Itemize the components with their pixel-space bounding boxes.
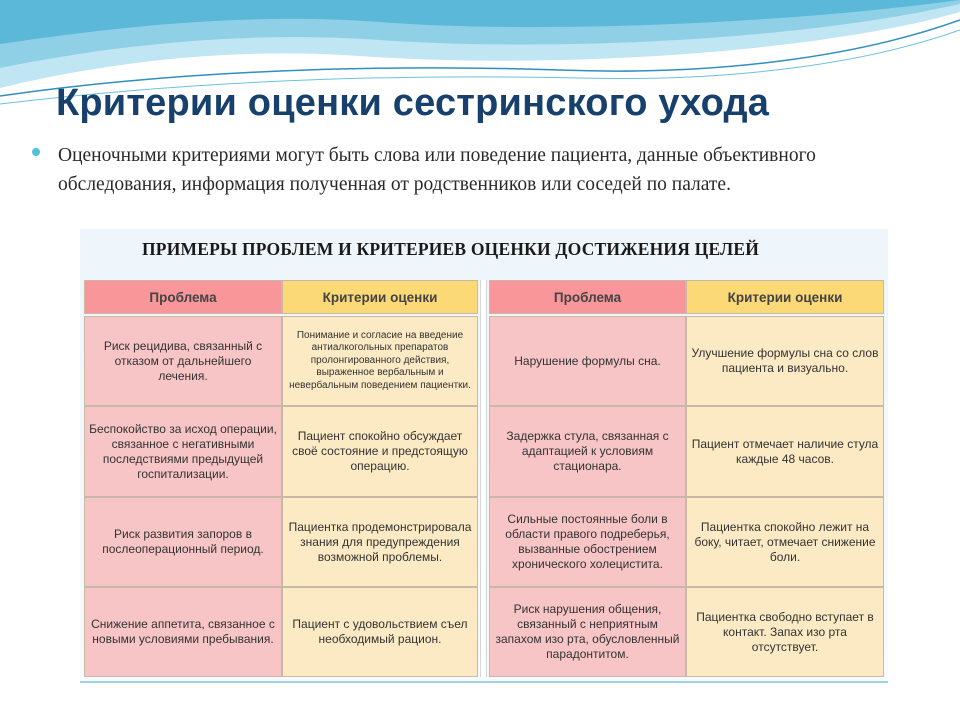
- bullet-icon: [32, 148, 40, 156]
- lead-paragraph: Оценочными критериями могут быть слова или поведение пациента, данные объективного обследования, информация полученная от родственников или соседей по палате.: [58, 145, 816, 195]
- right-row-3-problem: Сильные постоянные боли в области правого подреберья, вызванные обострением хронического холецистита.: [489, 497, 686, 587]
- left-row-4-problem: Снижение аппетита, связанное с новыми условиями пребывания.: [84, 587, 282, 677]
- right-row-4-criteria: Пациентка свободно вступает в контакт. Запах изо рта отсутствует.: [686, 587, 884, 677]
- left-row-3-criteria: Пациентка продемонстрировала знания для предупреждения возможной проблемы.: [282, 497, 478, 587]
- column-separator: [480, 280, 487, 677]
- left-row-1-criteria: Понимание и согласие на введение антиалкогольных препаратов пролонгированного действия, выраженное вербальным и невербальным поведением пациентки.: [282, 316, 478, 406]
- table-title: ПРИМЕРЫ ПРОБЛЕМ И КРИТЕРИЕВ ОЦЕНКИ ДОСТИЖЕНИЯ ЦЕЛЕЙ: [142, 239, 760, 259]
- left-row-2-problem: Беспокойство за исход операции, связанное с негативными последствиями предыдущей госпитализации.: [84, 406, 282, 497]
- slide-title: Критерии оценки сестринского ухода: [56, 82, 770, 124]
- right-header-problem: Проблема: [489, 280, 686, 314]
- left-header-problem: Проблема: [84, 280, 282, 314]
- criteria-table: [80, 229, 888, 683]
- right-row-3-criteria: Пациентка спокойно лежит на боку, читает, отмечает снижение боли.: [686, 497, 884, 587]
- left-row-4-criteria: Пациент с удовольствием съел необходимый рацион.: [282, 587, 478, 677]
- right-row-2-problem: Задержка стула, связанная с адаптацией к условиям стационара.: [489, 406, 686, 497]
- left-header-criteria: Критерии оценки: [282, 280, 478, 314]
- right-header-criteria: Критерии оценки: [686, 280, 884, 314]
- left-row-2-criteria: Пациент спокойно обсуждает своё состояние и предстоящую операцию.: [282, 406, 478, 497]
- right-row-1-criteria: Улучшение формулы сна со слов пациента и визуально.: [686, 316, 884, 406]
- left-row-3-problem: Риск развития запоров в послеоперационный период.: [84, 497, 282, 587]
- right-row-1-problem: Нарушение формулы сна.: [489, 316, 686, 406]
- right-row-2-criteria: Пациент отмечает наличие стула каждые 48 часов.: [686, 406, 884, 497]
- right-row-4-problem: Риск нарушения общения, связанный с неприятным запахом изо рта, обусловленный парадонтитом.: [489, 587, 686, 677]
- left-row-1-problem: Риск рецидива, связанный с отказом от дальнейшего лечения.: [84, 316, 282, 406]
